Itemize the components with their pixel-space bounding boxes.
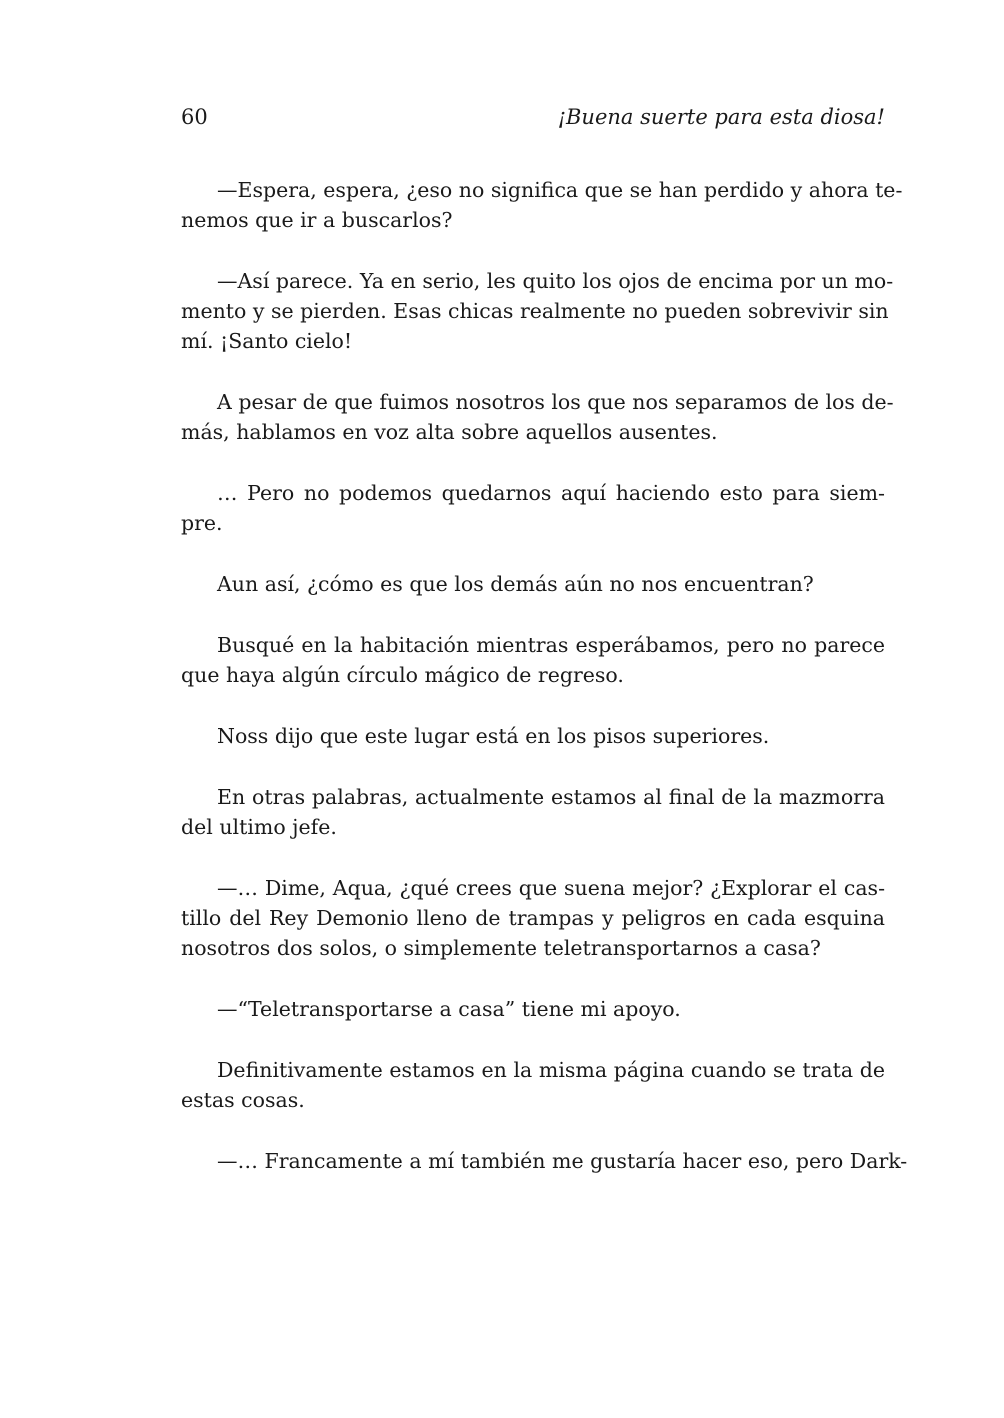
text-line: Definitivamente estamos en la misma página cuando se trata de [217, 1058, 885, 1082]
text-line: —“Teletransportarse a casa” tiene mi apoyo. [217, 997, 681, 1021]
paragraph [181, 569, 885, 599]
text-line: que haya algún círculo mágico de regreso. [181, 663, 624, 687]
running-header [181, 100, 885, 134]
text-line: mí. ¡Santo cielo! [181, 329, 353, 353]
text-line: Noss dijo que este lugar está en los pisos superiores. [217, 724, 770, 748]
text-line: —… Francamente a mí también me gustaría hacer eso, pero Dark- [217, 1149, 908, 1173]
body-text [181, 175, 908, 1207]
paragraph [181, 782, 885, 842]
paragraph [181, 630, 885, 690]
text-line: A pesar de que fuimos nosotros los que nos separamos de los de- [217, 390, 894, 414]
text-line: Aun así, ¿cómo es que los demás aún no nos encuentran? [217, 572, 814, 596]
paragraph [181, 1055, 885, 1115]
text-line: —Así parece. Ya en serio, les quito los ojos de encima por un mo- [217, 269, 894, 293]
text-line: pre. [181, 511, 223, 535]
text-line: Busqué en la habitación mientras esperábamos, pero no parece [217, 633, 885, 657]
text-line: … Pero no podemos quedarnos aquí haciendo esto para siem- [217, 481, 885, 505]
paragraph [181, 387, 894, 447]
text-line: En otras palabras, actualmente estamos al final de la mazmorra [217, 785, 885, 809]
running-title: ¡Buena suerte para esta diosa! [557, 105, 885, 129]
text-line: nosotros dos solos, o simplemente teletransportarnos a casa? [181, 936, 821, 960]
paragraph [181, 1146, 908, 1176]
paragraph [181, 721, 885, 751]
page-number: 60 [181, 105, 208, 129]
paragraph [181, 175, 903, 235]
paragraph [181, 266, 894, 356]
text-line: tillo del Rey Demonio lleno de trampas y peligros en cada esquina [181, 906, 885, 930]
paragraph [181, 873, 885, 963]
text-line: nemos que ir a buscarlos? [181, 208, 453, 232]
text-line: del ultimo jefe. [181, 815, 337, 839]
text-line: mento y se pierden. Esas chicas realmente no pueden sobrevivir sin [181, 299, 889, 323]
paragraph [181, 994, 885, 1024]
text-line: —… Dime, Aqua, ¿qué crees que suena mejor? ¿Explorar el cas- [217, 876, 885, 900]
text-line: más, hablamos en voz alta sobre aquellos ausentes. [181, 420, 718, 444]
text-line: —Espera, espera, ¿eso no significa que se han perdido y ahora te- [217, 178, 903, 202]
paragraph [181, 478, 885, 538]
text-line: estas cosas. [181, 1088, 305, 1112]
